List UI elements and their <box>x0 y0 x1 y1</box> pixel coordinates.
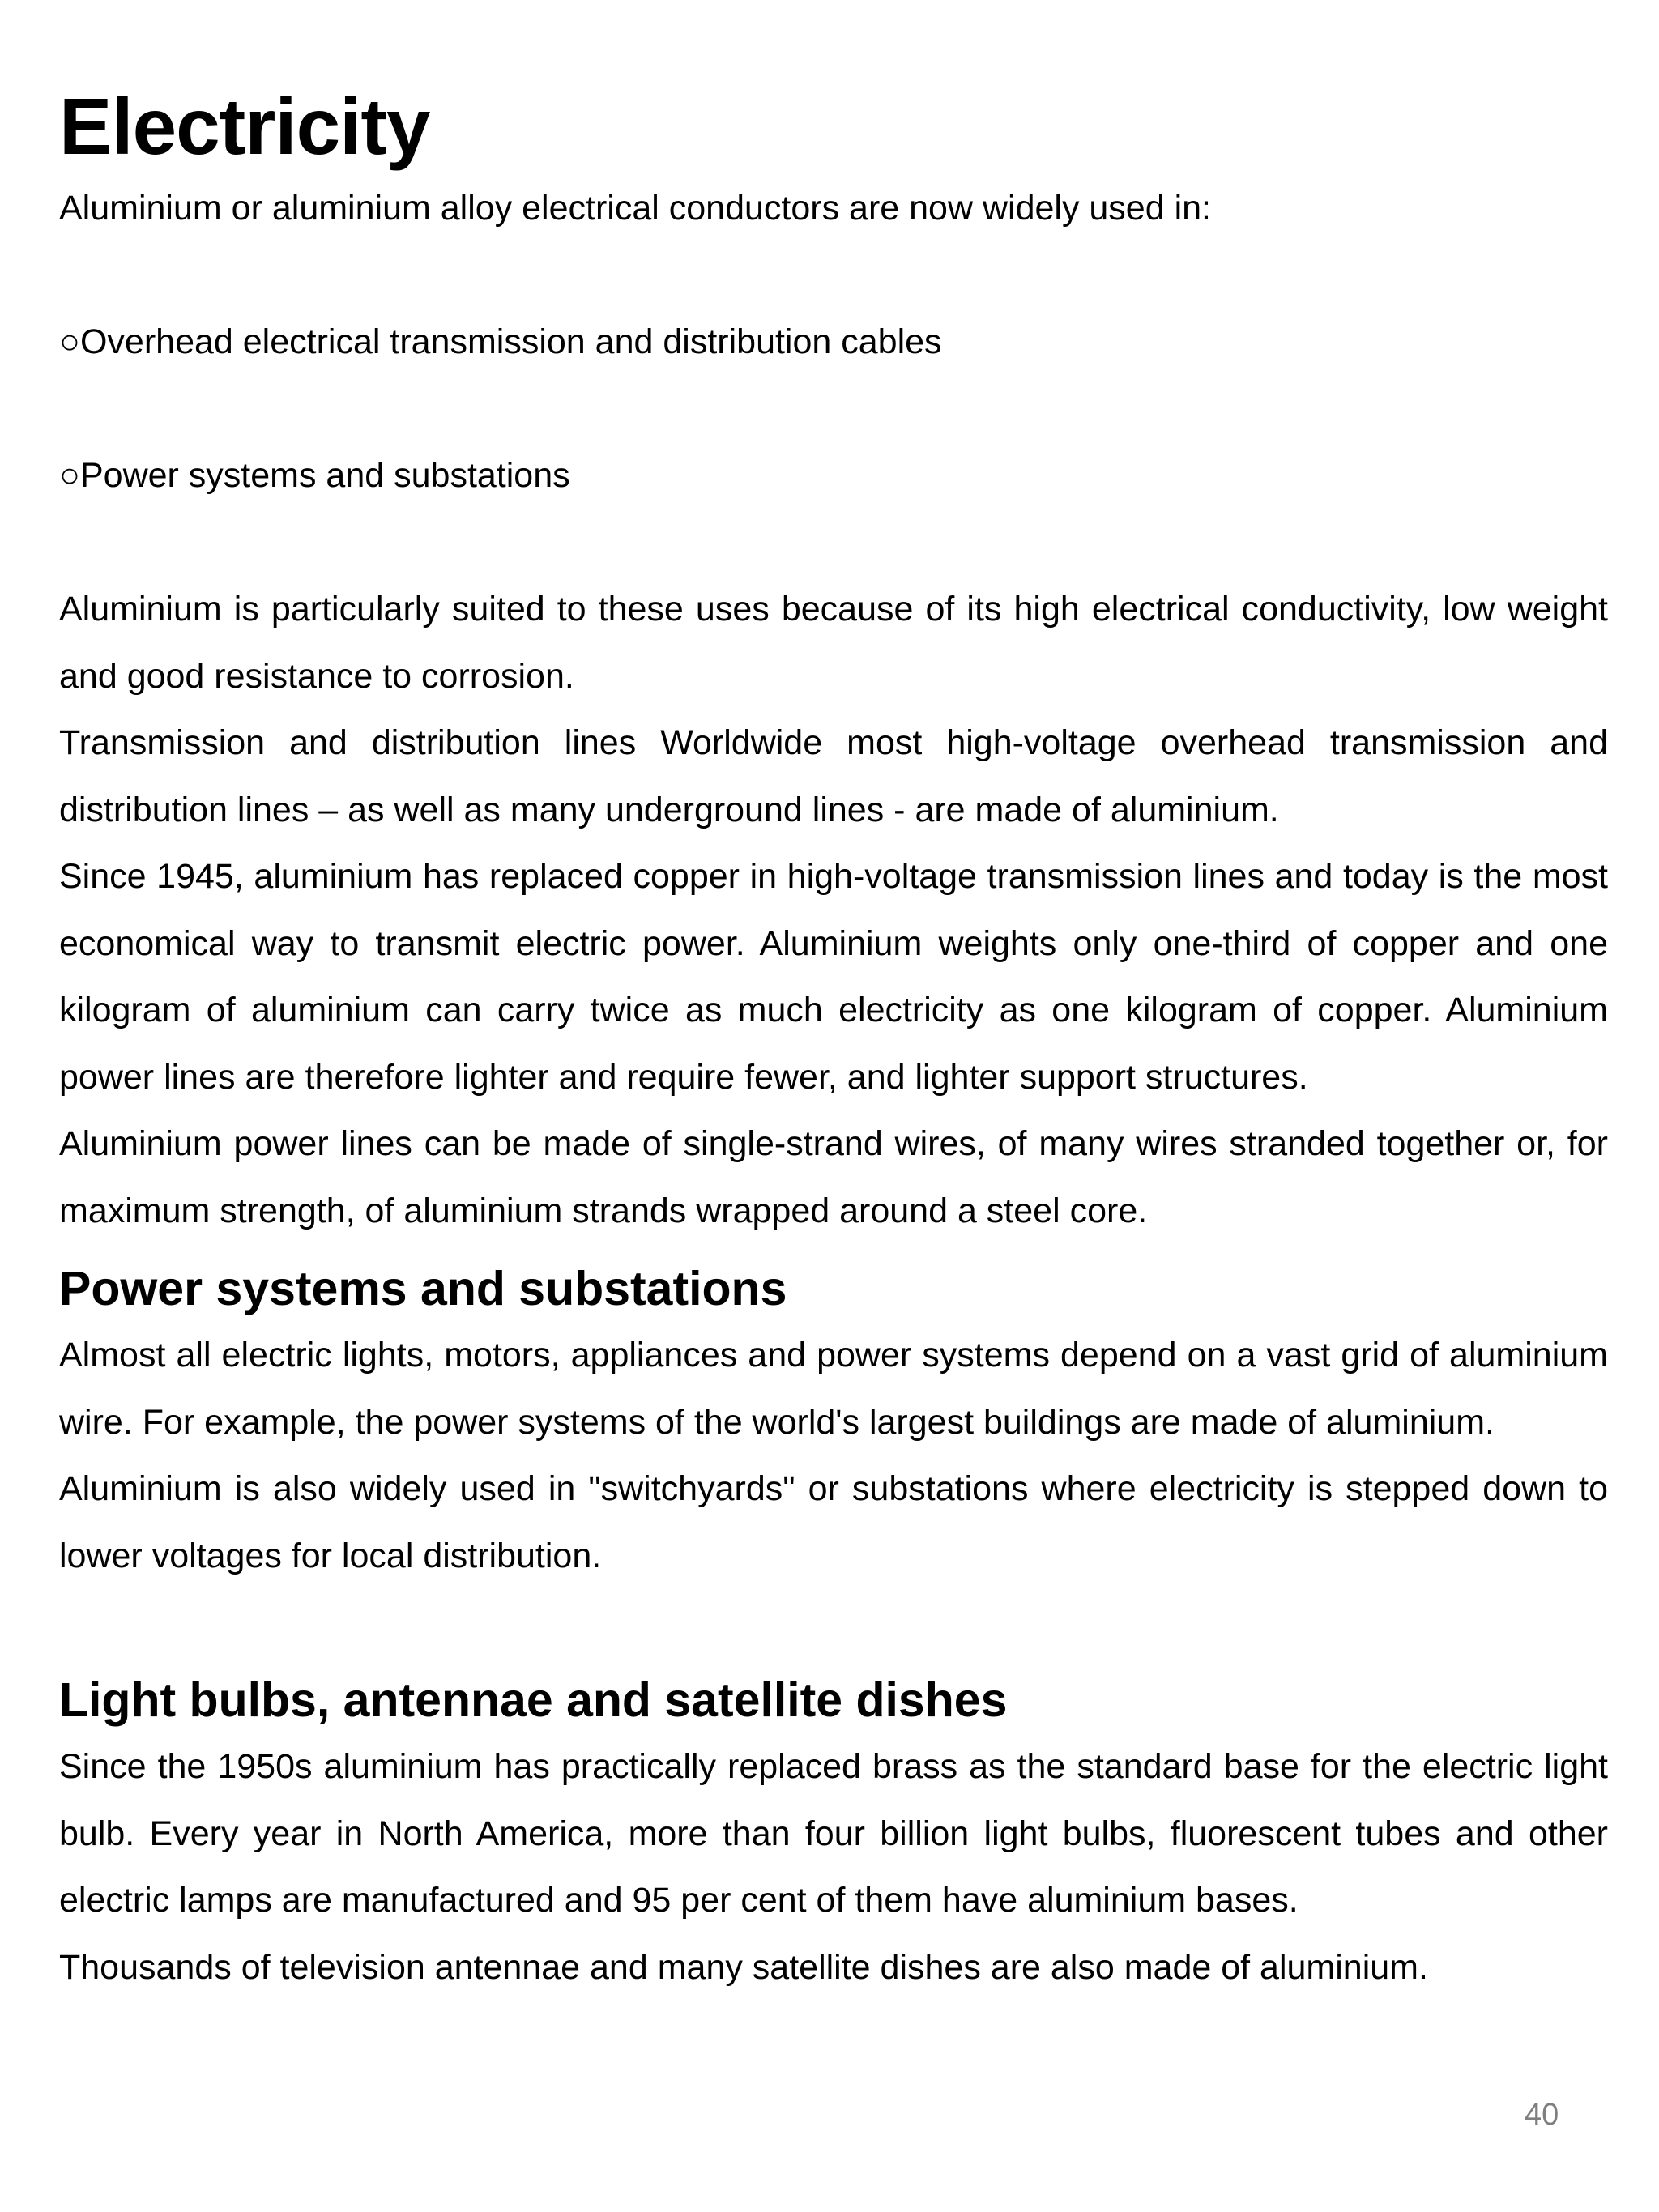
paragraph: Since the 1950s aluminium has practically replaced brass as the standard base for the electric light bulb. Every year in North America, more than four billion light bulbs, fluorescent tubes and other electric lamps are manufactured and 95 per cent of them have aluminium bases. <box>59 1747 1608 1920</box>
paragraph: Aluminium is particularly suited to these uses because of its high electrical conductivity, low weight and good resistance to corrosion. <box>59 590 1608 696</box>
paragraph: Aluminium power lines can be made of single-strand wires, of many wires stranded together or, for maximum strength, of aluminium strands wrapped around a steel core. <box>59 1124 1608 1230</box>
page-title: Electricity <box>59 82 430 171</box>
bullet-item: ○Power systems and substations <box>59 456 570 495</box>
section-heading: Power systems and substations <box>59 1262 787 1315</box>
spacer <box>59 242 1608 309</box>
section-heading: Light bulbs, antennae and satellite dishes <box>59 1673 1008 1727</box>
bullet-item: ○Overhead electrical transmission and distribution cables <box>59 322 942 361</box>
paragraph: Thousands of television antennae and many satellite dishes are also made of aluminium. <box>59 1947 1428 1987</box>
paragraph: Transmission and distribution lines Worldwide most high-voltage overhead transmission and distribution lines – as well as many underground lines - are made of aluminium. <box>59 723 1608 829</box>
page-number: 40 <box>1525 2098 1559 2132</box>
spacer <box>59 509 1608 577</box>
paragraph: Since 1945, aluminium has replaced copper in high-voltage transmission lines and today is the most economical way to transmit electric power. Aluminium weights only one-third of copper and one kilogram of aluminium can carry twice as much electricity as one kilogram of copper. Aluminium power lines are therefore lighter and require fewer, and lighter support structures. <box>59 857 1608 1097</box>
document-page <box>59 78 1608 2001</box>
intro-paragraph: Aluminium or aluminium alloy electrical conductors are now widely used in: <box>59 189 1212 228</box>
spacer <box>59 376 1608 443</box>
paragraph: Almost all electric lights, motors, appliances and power systems depend on a vast grid of aluminium wire. For example, the power systems of the world's largest buildings are made of aluminium. <box>59 1336 1608 1442</box>
paragraph: Aluminium is also widely used in "switchyards" or substations where electricity is stepped down to lower voltages for local distribution. <box>59 1469 1608 1575</box>
